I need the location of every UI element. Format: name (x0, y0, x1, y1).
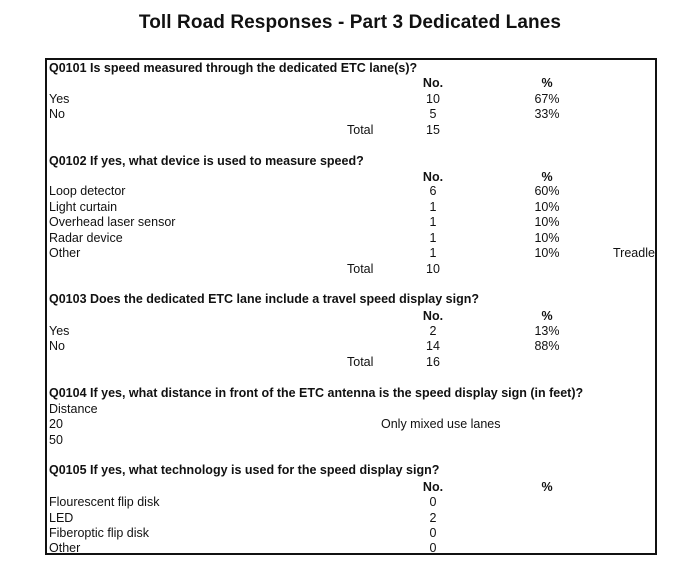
question-q0103: Q0103 Does the dedicated ETC lane include a travel speed display sign? (49, 292, 480, 306)
q0102-row-label: Radar device (49, 231, 123, 245)
q0105-row-no: 0 (429, 526, 437, 540)
q0101-row-no: 5 (429, 107, 437, 121)
q0102-row-label: Loop detector (49, 184, 126, 198)
q0102-row-pct: 10% (534, 246, 560, 260)
question-q0104: Q0104 If yes, what distance in front of the ETC antenna is the speed display sign (in feet)? (49, 386, 584, 400)
q0101-total-label: Total (347, 123, 374, 137)
q0102-total: 10 (426, 262, 440, 276)
q0101-no-header: No. (422, 76, 444, 90)
q0102-row-label: Light curtain (49, 200, 118, 214)
q0105-row-no: 2 (429, 511, 437, 525)
q0104-subheader: Distance (49, 402, 98, 416)
q0105-row-label: Flourescent flip disk (49, 495, 160, 509)
q0103-total: 16 (426, 355, 440, 369)
q0103-row-no: 14 (426, 339, 440, 353)
question-q0105: Q0105 If yes, what technology is used for the speed display sign? (49, 463, 440, 477)
q0102-row-no: 1 (429, 200, 437, 214)
q0104-row-note: Only mixed use lanes (381, 417, 501, 431)
q0105-no-header: No. (422, 480, 444, 494)
q0105-row-label: Fiberoptic flip disk (49, 526, 150, 540)
q0103-pct-header: % (541, 309, 553, 323)
q0101-row-pct: 67% (534, 92, 560, 106)
q0103-row-pct: 13% (534, 324, 560, 338)
q0102-row-pct: 60% (534, 184, 560, 198)
q0102-row-note: Treadle (613, 246, 655, 260)
survey-table (45, 58, 657, 555)
q0102-pct-header: % (541, 170, 553, 184)
q0105-pct-header: % (541, 480, 553, 494)
q0101-row-label: Yes (49, 92, 70, 106)
q0101-row-label: No (49, 107, 65, 121)
q0101-total: 15 (426, 123, 440, 137)
q0102-row-no: 1 (429, 246, 437, 260)
q0102-row-no: 1 (429, 215, 437, 229)
q0101-row-no: 10 (426, 92, 440, 106)
page-title: Toll Road Responses - Part 3 Dedicated Lanes (138, 12, 562, 33)
q0104-row-label: 20 (49, 417, 63, 431)
q0103-row-label: Yes (49, 324, 70, 338)
q0103-no-header: No. (422, 309, 444, 323)
q0102-total-label: Total (347, 262, 374, 276)
q0105-row-no: 0 (429, 541, 437, 555)
q0101-row-pct: 33% (534, 107, 560, 121)
q0102-row-pct: 10% (534, 215, 560, 229)
q0102-row-no: 1 (429, 231, 437, 245)
q0105-row-no: 0 (429, 495, 437, 509)
q0102-row-label: Overhead laser sensor (49, 215, 176, 229)
q0102-row-label: Other (49, 246, 81, 260)
q0103-row-pct: 88% (534, 339, 560, 353)
q0101-pct-header: % (541, 76, 553, 90)
question-q0102: Q0102 If yes, what device is used to measure speed? (49, 154, 364, 168)
question-q0101: Q0101 Is speed measured through the dedicated ETC lane(s)? (49, 61, 418, 75)
q0102-no-header: No. (422, 170, 444, 184)
q0102-row-no: 6 (429, 184, 437, 198)
q0103-row-no: 2 (429, 324, 437, 338)
q0105-row-label: Other (49, 541, 81, 555)
q0103-row-label: No (49, 339, 65, 353)
q0102-row-pct: 10% (534, 231, 560, 245)
q0105-row-label: LED (49, 511, 74, 525)
q0102-row-pct: 10% (534, 200, 560, 214)
q0104-row-label: 50 (49, 433, 63, 447)
q0103-total-label: Total (347, 355, 374, 369)
